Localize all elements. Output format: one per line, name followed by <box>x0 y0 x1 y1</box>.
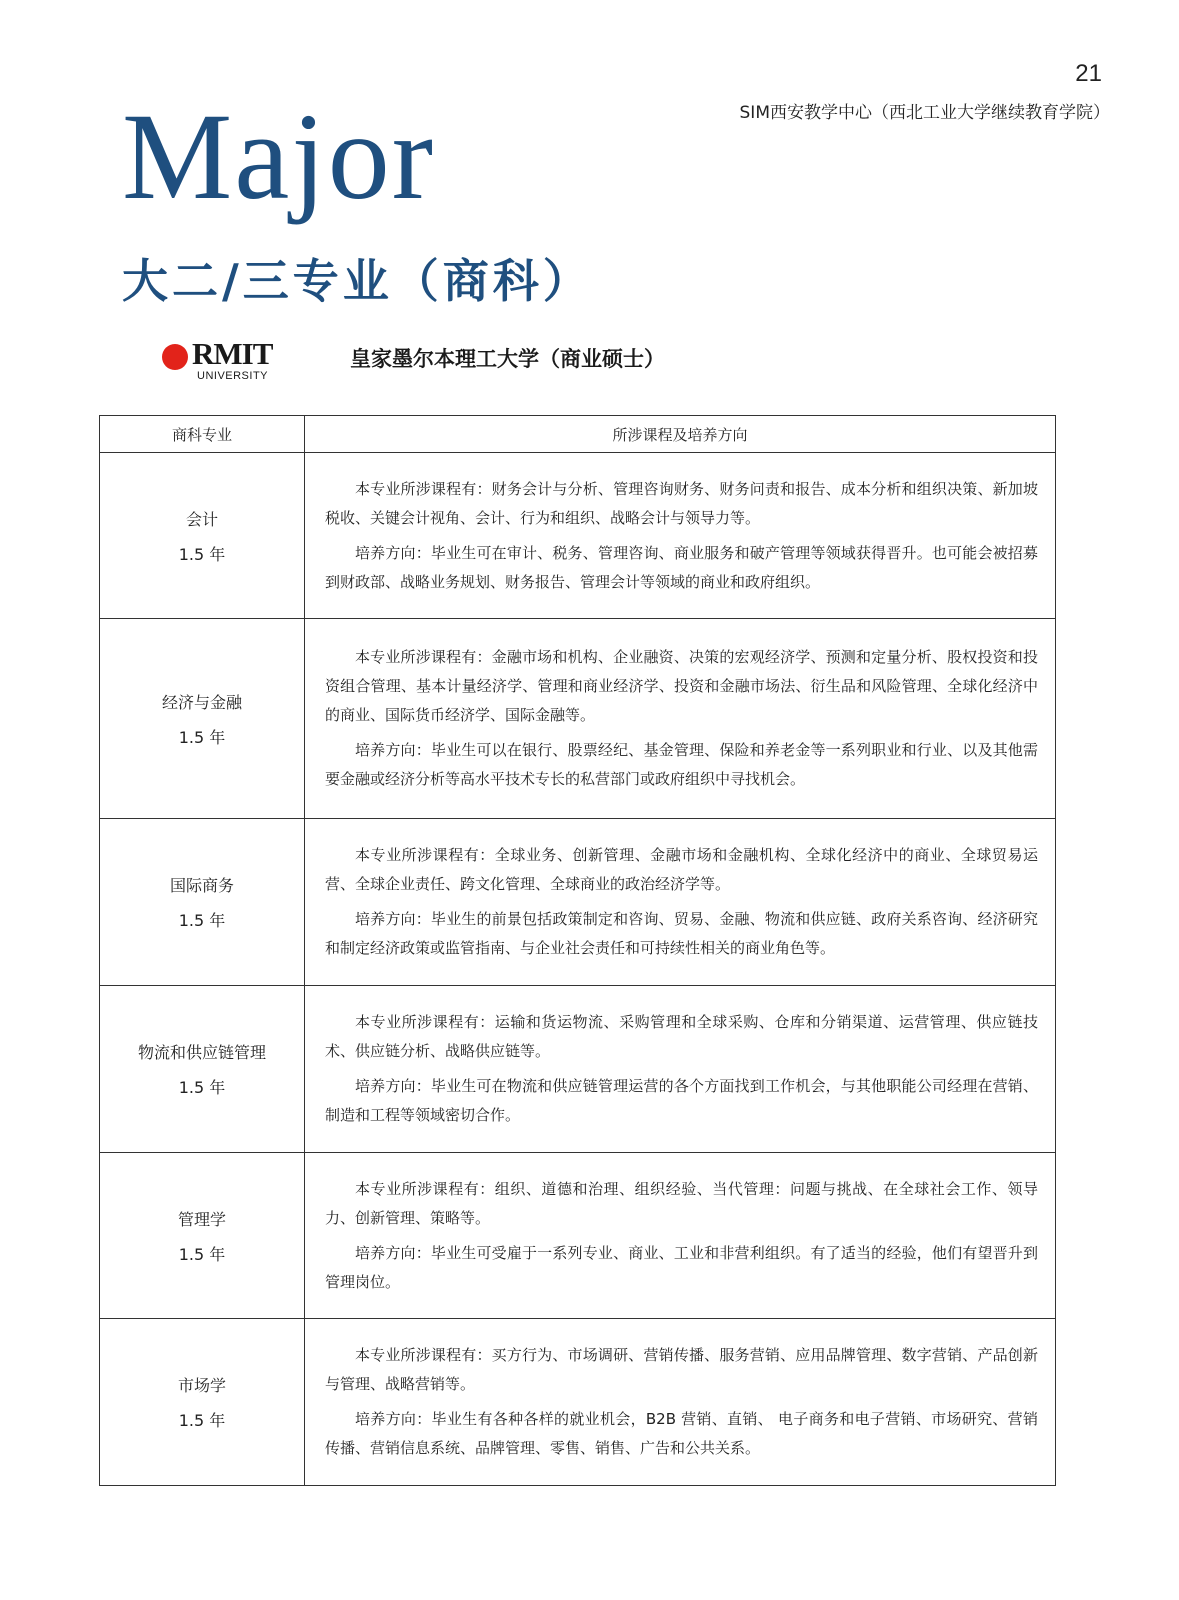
major-duration: 1.5 年 <box>178 544 226 564</box>
header-courses: 所涉课程及培养方向 <box>305 416 1056 453</box>
major-name: 市场学 <box>177 1376 226 1395</box>
major-cell <box>100 819 305 986</box>
major-duration: 1.5 年 <box>178 1078 226 1097</box>
table-row <box>100 986 1056 1153</box>
description-cell <box>305 1319 1056 1486</box>
header-major: 商科专业 <box>100 416 305 453</box>
table-header-row <box>100 416 1056 453</box>
description-cell <box>305 453 1056 619</box>
logo-text: RMIT <box>192 336 273 371</box>
description-cell <box>305 986 1056 1153</box>
table-row <box>100 819 1056 986</box>
major-cell <box>100 1153 305 1319</box>
logo-subtext: UNIVERSITY <box>197 370 269 382</box>
page-number: 21 <box>1075 60 1102 87</box>
description-cell <box>305 819 1056 986</box>
career-text: 培养方向：毕业生有各种各样的就业机会，B2B 营销、直销、 电子商务和电子营销、市场研究、营销传播、营销信息系统、品牌管理、零售、销售、广告和公共关系。 <box>325 1410 1038 1457</box>
major-name: 国际商务 <box>169 876 234 895</box>
career-text: 培养方向：毕业生可受雇于一系列专业、商业、工业和非营利组织。有了适当的经验，他们有望晋升到管理岗位。 <box>325 1243 1038 1291</box>
table-row <box>100 453 1056 619</box>
major-cell <box>100 453 305 619</box>
major-duration: 1.5 年 <box>178 1244 226 1264</box>
courses-text: 本专业所涉课程有：金融市场和机构、企业融资、决策的宏观经济学、预测和定量分析、股权投资和投资组合管理、基本计量经济学、管理和商业经济学、投资和金融市场法、衍生品和风险管理、全球化经济中的商业、国际货币经济学、国际金融等。 <box>325 648 1038 724</box>
major-title: Major <box>122 88 436 225</box>
table-row <box>100 1319 1056 1486</box>
majors-table <box>99 415 1056 1486</box>
courses-text: 本专业所涉课程有：组织、道德和治理、组织经验、当代管理：问题与挑战、在全球社会工作、领导力、创新管理、策略等。 <box>325 1179 1038 1227</box>
courses-text: 本专业所涉课程有：全球业务、创新管理、金融市场和金融机构、全球化经济中的商业、全球贸易运营、全球企业责任、跨文化管理、全球商业的政治经济学等。 <box>325 846 1038 893</box>
rmit-logo <box>162 336 282 390</box>
table-row <box>100 1153 1056 1319</box>
logo-dot-icon <box>162 344 188 370</box>
courses-text: 本专业所涉课程有：财务会计与分析、管理咨询财务、财务问责和报告、成本分析和组织决策、新加坡税收、关键会计视角、会计、行为和组织、战略会计与领导力等。 <box>325 479 1038 527</box>
career-text: 培养方向：毕业生可在物流和供应链管理运营的各个方面找到工作机会，与其他职能公司经理在营销、制造和工程等领域密切合作。 <box>325 1077 1038 1124</box>
center-name: SIM西安教学中心（西北工业大学继续教育学院） <box>739 103 1110 123</box>
major-duration: 1.5 年 <box>178 1411 226 1430</box>
major-duration: 1.5 年 <box>178 727 226 747</box>
major-cell <box>100 619 305 819</box>
courses-text: 本专业所涉课程有：买方行为、市场调研、营销传播、服务营销、应用品牌管理、数字营销、产品创新与管理、战略营销等。 <box>325 1346 1038 1393</box>
university-name: 皇家墨尔本理工大学（商业硕士） <box>350 347 665 371</box>
table-row <box>100 619 1056 819</box>
major-name: 管理学 <box>177 1209 226 1229</box>
career-text: 培养方向：毕业生可在审计、税务、管理咨询、商业服务和破产管理等领域获得晋升。也可能会被招募到财政部、战略业务规划、财务报告、管理会计等领域的商业和政府组织。 <box>325 543 1038 591</box>
career-text: 培养方向：毕业生可以在银行、股票经纪、基金管理、保险和养老金等一系列职业和行业、以及其他需要金融或经济分析等高水平技术专长的私营部门或政府组织中寻找机会。 <box>325 741 1038 788</box>
career-text: 培养方向：毕业生的前景包括政策制定和咨询、贸易、金融、物流和供应链、政府关系咨询、经济研究和制定经济政策或监管指南、与企业社会责任和可持续性相关的商业角色等。 <box>325 910 1038 957</box>
major-name: 会计 <box>185 509 218 529</box>
major-cell <box>100 986 305 1153</box>
major-cell <box>100 1319 305 1486</box>
page-subtitle: 大二/三专业（商科） <box>122 254 593 308</box>
table-body <box>100 453 1056 1486</box>
description-cell <box>305 1153 1056 1319</box>
major-duration: 1.5 年 <box>178 911 226 930</box>
major-name: 物流和供应链管理 <box>137 1043 266 1062</box>
major-name: 经济与金融 <box>161 692 242 712</box>
courses-text: 本专业所涉课程有：运输和货运物流、采购管理和全球采购、仓库和分销渠道、运营管理、供应链技术、供应链分析、战略供应链等。 <box>325 1013 1038 1060</box>
description-cell <box>305 619 1056 819</box>
